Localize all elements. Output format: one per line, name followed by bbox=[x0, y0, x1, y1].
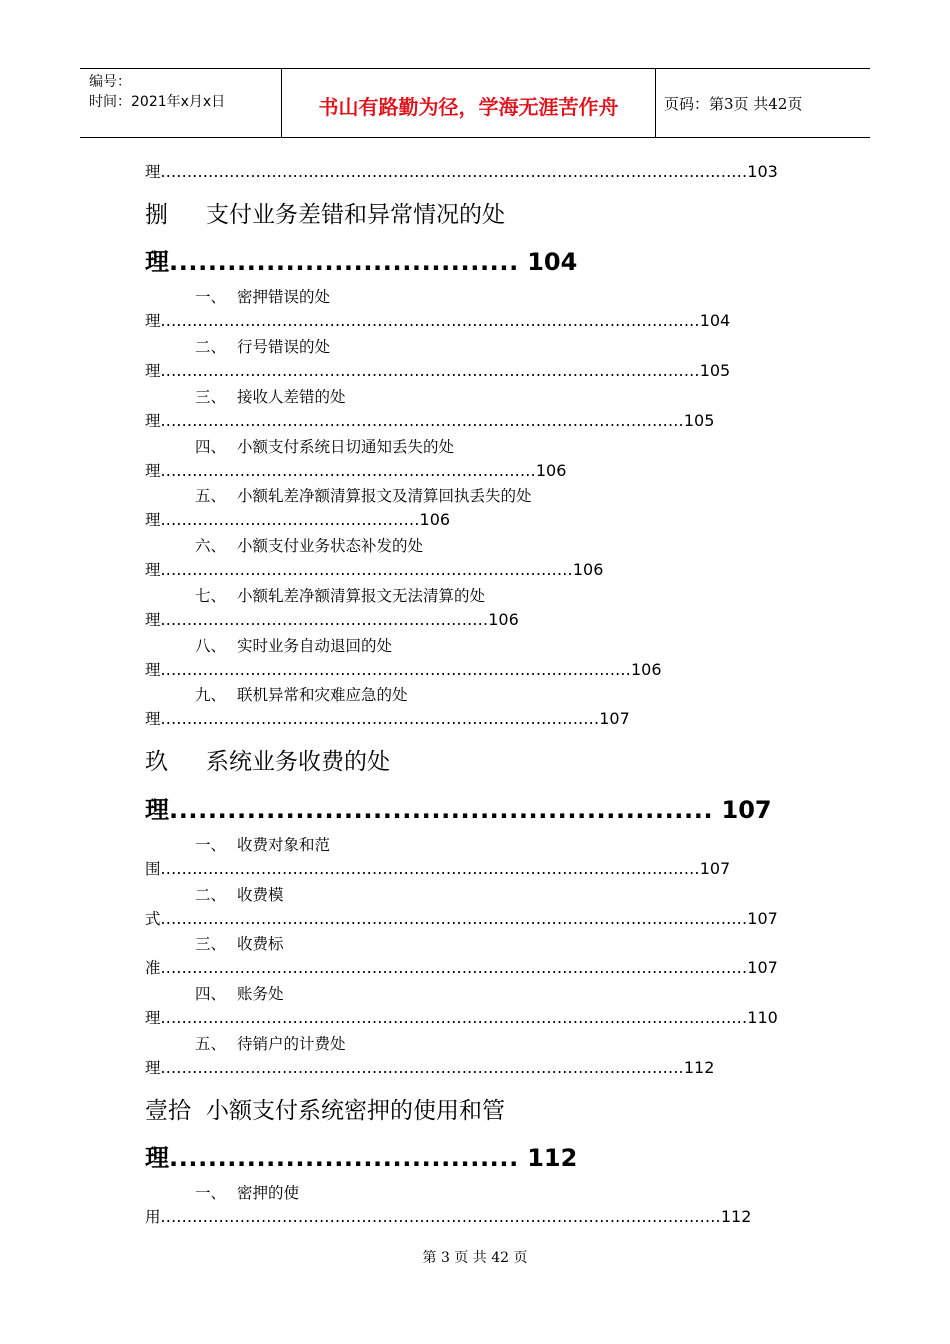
page-footer: 第 3 页 共 42 页 bbox=[422, 1250, 528, 1266]
toc-section-title[interactable]: 二、 行号错误的处 bbox=[195, 338, 331, 356]
toc-entry-leader[interactable]: 理..............................................................................106 bbox=[145, 560, 604, 579]
toc-chapter-title[interactable]: 壹拾 小额支付系统密押的使用和管 bbox=[145, 1098, 505, 1124]
header-page-info: 页码：第3页 共42页 bbox=[664, 95, 803, 113]
toc-section-title[interactable]: 五、 待销户的计费处 bbox=[195, 1035, 346, 1053]
toc-section-title[interactable]: 五、 小额轧差净额清算报文及清算回执丢失的处 bbox=[195, 487, 532, 505]
toc-entry-leader[interactable]: 准...............................................................................................................107 bbox=[145, 958, 778, 977]
toc-section-title[interactable]: 三、 接收人差错的处 bbox=[195, 388, 346, 406]
toc-entry-leader[interactable]: 理......................................................................................................104 bbox=[145, 311, 731, 330]
toc-entry-leader[interactable]: 用..........................................................................................................112 bbox=[145, 1207, 752, 1226]
toc-entry-leader[interactable]: 理.................................................106 bbox=[145, 510, 451, 529]
toc-section-title[interactable]: 一、 密押错误的处 bbox=[195, 288, 331, 306]
toc-entry-leader[interactable]: 理...................................................................................107 bbox=[145, 709, 630, 728]
toc-section-title[interactable]: 二、 收费模 bbox=[195, 886, 284, 904]
toc-section-title[interactable]: 八、 实时业务自动退回的处 bbox=[195, 637, 393, 655]
toc-entry-leader[interactable]: 理.......................................................................106 bbox=[145, 461, 567, 480]
toc-section-title[interactable]: 九、 联机异常和灾难应急的处 bbox=[195, 686, 408, 704]
document-code-label: 编号： bbox=[89, 74, 131, 90]
toc-chapter-leader[interactable]: 理.................................... 104 bbox=[145, 248, 578, 276]
toc-section-title[interactable]: 四、 账务处 bbox=[195, 985, 284, 1003]
toc-section-title[interactable]: 七、 小额轧差净额清算报文无法清算的处 bbox=[195, 587, 486, 605]
document-time-label: 时间：2021年x月x日 bbox=[89, 94, 226, 110]
toc-entry-leader[interactable]: 理......................................................................................................105 bbox=[145, 361, 731, 380]
toc-entry-leader[interactable]: 理...............................................................................................................103 bbox=[145, 162, 778, 181]
toc-entry-leader[interactable]: 理...............................................................................................................110 bbox=[145, 1008, 778, 1027]
toc-entry-leader[interactable]: 理.........................................................................................106 bbox=[145, 660, 662, 679]
toc-chapter-title[interactable]: 玖 系统业务收费的处 bbox=[145, 749, 390, 775]
toc-entry-leader[interactable]: 理...................................................................................................105 bbox=[145, 411, 715, 430]
toc-section-title[interactable]: 四、 小额支付系统日切通知丢失的处 bbox=[195, 438, 455, 456]
toc-entry-leader[interactable]: 式...............................................................................................................107 bbox=[145, 909, 778, 928]
toc-section-title[interactable]: 三、 收费标 bbox=[195, 935, 284, 953]
toc-chapter-leader[interactable]: 理........................................................ 107 bbox=[145, 796, 772, 824]
toc-chapter-title[interactable]: 捌 支付业务差错和异常情况的处 bbox=[145, 202, 505, 228]
toc-section-title[interactable]: 六、 小额支付业务状态补发的处 bbox=[195, 537, 424, 555]
toc-entry-leader[interactable]: 理...................................................................................................112 bbox=[145, 1058, 715, 1077]
toc-section-title[interactable]: 一、 收费对象和范 bbox=[195, 836, 331, 854]
header-motto: 书山有路勤为径，学海无涯苦作舟 bbox=[318, 95, 619, 119]
toc-entry-leader[interactable]: 理..............................................................106 bbox=[145, 610, 519, 629]
toc-chapter-leader[interactable]: 理.................................... 112 bbox=[145, 1144, 578, 1172]
toc-entry-leader[interactable]: 围......................................................................................................107 bbox=[145, 859, 731, 878]
toc-section-title[interactable]: 一、 密押的使 bbox=[195, 1184, 300, 1202]
